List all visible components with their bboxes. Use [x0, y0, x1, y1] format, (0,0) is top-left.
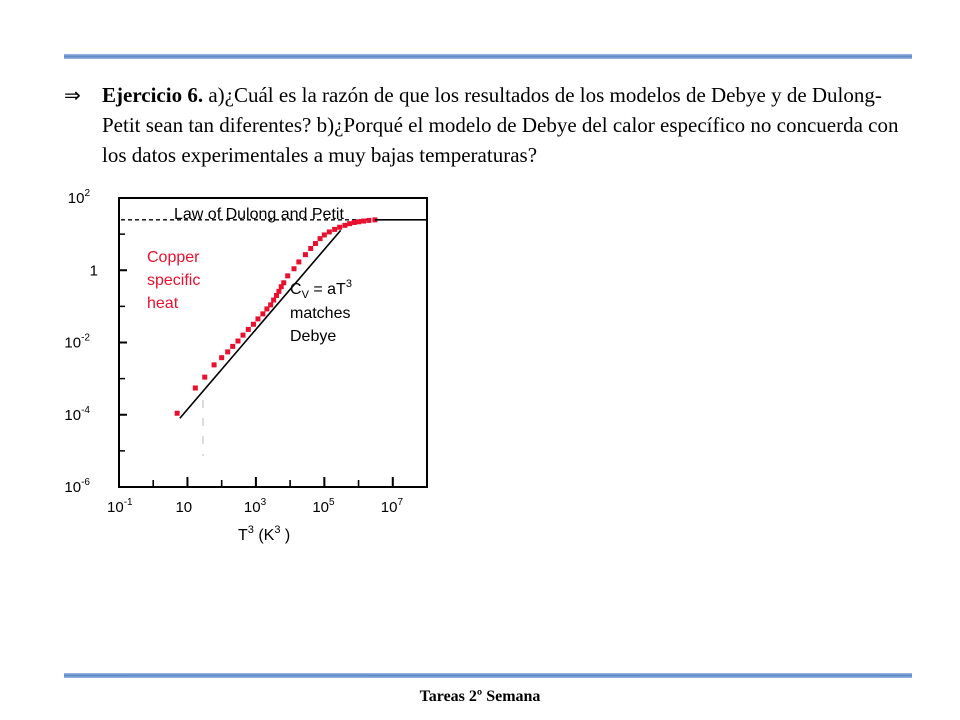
x-tick-label: $10^5$: [312, 497, 335, 516]
bottom-rule: [64, 673, 912, 678]
x-tick-label: $10^3$: [243, 497, 267, 516]
y-axis-ticks: [64, 188, 127, 496]
x-axis-label: [238, 524, 290, 544]
data-point: [292, 266, 297, 271]
x-tick-label: $10^{-1}$: [107, 497, 133, 516]
data-point: [260, 311, 265, 316]
data-point: [352, 220, 357, 225]
data-point: [308, 246, 313, 251]
data-point: [246, 327, 251, 332]
data-point: [230, 344, 235, 349]
footer-label: Tareas 2º Semana: [419, 688, 541, 705]
x-label-base: T: [238, 527, 248, 544]
exercise-heading: Ejercicio 6.: [102, 83, 204, 107]
question-text: a)¿Cuál es la razón de que los resultados de los modelos de Debye y de Dulong- Petit sean tan diferentes? b)¿Porqué el modelo de Debye del calor específico no concuerda con los datos experimentales a muy bajas temperaturas?: [102, 83, 899, 167]
cv-sub: V: [301, 289, 309, 301]
data-point: [268, 302, 273, 307]
data-point: [303, 252, 308, 257]
cv-equation: [290, 278, 352, 301]
x-label-mid: (K: [253, 527, 275, 544]
cv-sup: 3: [345, 278, 352, 290]
data-point: [271, 298, 276, 303]
data-point: [255, 316, 260, 321]
data-point: [202, 375, 207, 380]
debye-label-line2: Debye: [290, 328, 337, 345]
data-point: [251, 322, 256, 327]
double-right-arrow-icon: ⇒: [64, 83, 81, 107]
data-point: [322, 232, 327, 237]
data-point: [337, 225, 342, 230]
x-axis-ticks: [107, 477, 427, 516]
debye-fit-line: [180, 230, 341, 418]
data-point: [276, 289, 281, 294]
copper-label-line1: Copper: [147, 249, 200, 266]
data-point: [347, 221, 352, 226]
cv-base: C: [290, 281, 302, 298]
data-point: [285, 273, 290, 278]
cv-rest: = aT: [308, 281, 346, 298]
data-point: [356, 219, 361, 224]
data-point: [327, 229, 332, 234]
y-tick-label: $10^{-2}$: [64, 332, 90, 352]
copper-label-line2: specific: [147, 272, 201, 289]
plot-frame: [119, 198, 427, 487]
data-point: [342, 223, 347, 228]
dulong-label: Law of Dulong and Petit: [174, 206, 344, 223]
data-point: [219, 355, 224, 360]
data-point: [313, 241, 318, 246]
debye-label-line1: matches: [290, 305, 351, 322]
data-point: [175, 411, 180, 416]
y-tick-label: $10^2$: [67, 188, 90, 207]
x-label-end: ): [280, 527, 291, 544]
data-point: [332, 227, 337, 232]
data-point: [235, 339, 240, 344]
data-point: [318, 236, 323, 241]
x-tick-label: $10^7$: [380, 497, 404, 516]
data-point: [225, 349, 230, 354]
data-point: [212, 362, 217, 367]
x-tick-label: 10: [175, 499, 193, 516]
data-point: [361, 219, 366, 224]
data-point: [366, 218, 371, 223]
y-tick-label: 1: [89, 262, 98, 280]
y-tick-label: $10^{-6}$: [64, 477, 90, 496]
copper-label-line3: heat: [147, 295, 179, 312]
y-tick-label: $10^{-4}$: [64, 404, 90, 424]
data-point: [240, 333, 245, 338]
data-point: [193, 386, 198, 391]
data-point: [296, 259, 301, 264]
data-point: [281, 280, 286, 285]
x-label-exp2: 3: [274, 524, 281, 536]
x-label-exp1: 3: [247, 524, 254, 536]
